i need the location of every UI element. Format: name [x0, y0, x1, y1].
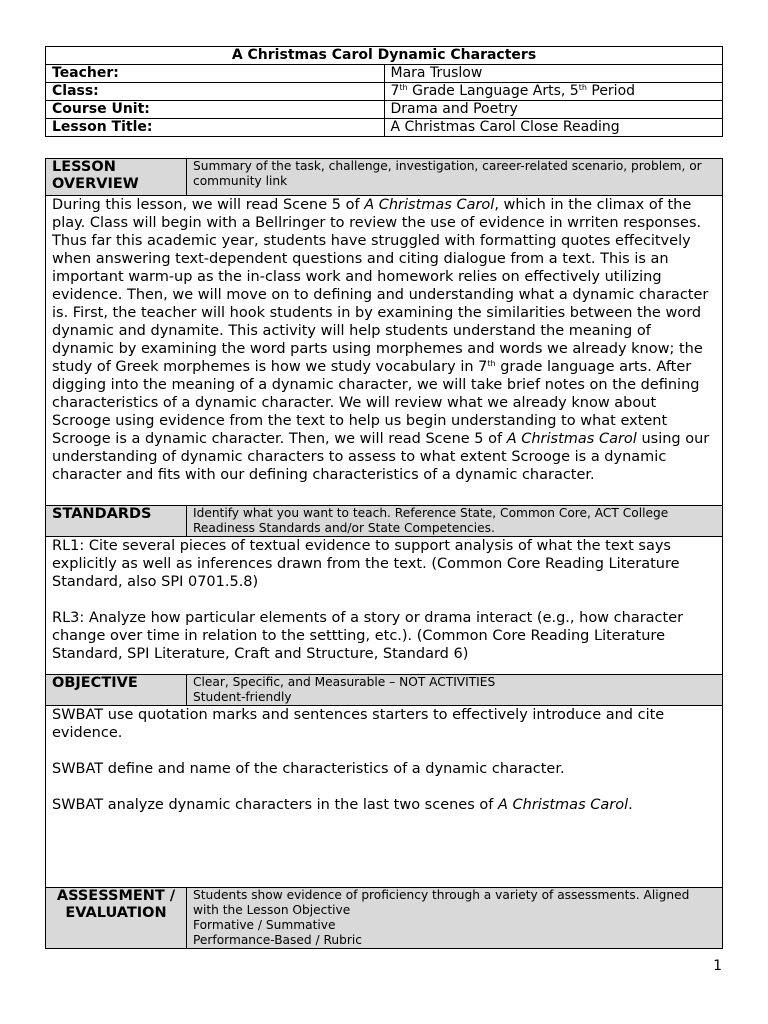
- teacher-label: Teacher:: [46, 65, 385, 83]
- class-label: Class:: [46, 83, 385, 101]
- lesson-title-label: Lesson Title:: [46, 119, 385, 137]
- standard-rl3: RL3: Analyze how particular elements of a story or drama interact (e.g., how character change over time in relation to the settting, etc.). (Common Core Reading Literature Standard, SPI Literature, Craft and Structure, Standard 6): [52, 610, 684, 662]
- class-value: 7th Grade Language Arts, 5th Period: [384, 83, 723, 101]
- objective-item-3: SWBAT analyze dynamic characters in the last two scenes of A Christmas Carol.: [52, 797, 633, 813]
- course-unit-label: Course Unit:: [46, 101, 385, 119]
- objective-label: OBJECTIVE: [46, 675, 187, 706]
- objective-description: Clear, Specific, and Measurable – NOT ACTIVITIES Student-friendly: [187, 675, 723, 706]
- standards-label: STANDARDS: [46, 506, 187, 537]
- objective-item-1: SWBAT use quotation marks and sentences starters to effectively introduce and cite evidence.: [52, 707, 665, 741]
- page-number: 1: [713, 958, 722, 974]
- lesson-overview-label: LESSON OVERVIEW: [46, 159, 187, 196]
- lesson-title-value: A Christmas Carol Close Reading: [384, 119, 723, 137]
- teacher-value: Mara Truslow: [384, 65, 723, 83]
- objective-item-2: SWBAT define and name of the characteristics of a dynamic character.: [52, 761, 565, 777]
- header-table: [45, 46, 723, 137]
- assessment-description: Students show evidence of proficiency through a variety of assessments. Aligned with the Lesson Objective Formative / Summative Performance-Based / Rubric: [187, 888, 723, 949]
- standards-description: Identify what you want to teach. Reference State, Common Core, ACT College Readiness Standards and/or State Competencies.: [187, 506, 723, 537]
- course-unit-value: Drama and Poetry: [384, 101, 723, 119]
- lesson-plan-table: [45, 158, 723, 949]
- assessment-label: ASSESSMENT / EVALUATION: [46, 888, 187, 949]
- lesson-overview-body: During this lesson, we will read Scene 5 of A Christmas Carol, which in the climax of the play. Class will begin with a Bellringer to review the use of evidence in wrriten responses. Thus far this academic year, students have struggled with formatting quotes effecitvely when answering text-dependent questions and citing dialogue from a text. This is an important warm-up as the in-class work and homework relies on effectively utilizing evidence. Then, we will move on to defining and understanding what a dynamic character is. First, the teacher will hook students in by examining the similarities between the word dynamic and dynamite. This activity will help students understand the meaning of dynamic by examining the word parts using morphemes and words we already know; the study of Greek morphemes is how we study vocabulary in 7th grade language arts. After digging into the meaning of a dynamic character, we will take brief notes on the defining characteristics of a dynamic character. We will review what we already know about Scrooge using evidence from the text to help us begin understanding to what extent Scrooge is a dynamic character. Then, we will read Scene 5 of A Christmas Carol using our understanding of dynamic characters to assess to what extent Scrooge is a dynamic character and fits with our defining characteristics of a dynamic character.: [46, 196, 723, 506]
- document-title: A Christmas Carol Dynamic Characters: [46, 47, 723, 65]
- lesson-overview-description: Summary of the task, challenge, investigation, career-related scenario, problem, or community link: [187, 159, 723, 196]
- standard-rl1: RL1: Cite several pieces of textual evidence to support analysis of what the text says explicitly as well as inferences drawn from the text. (Common Core Reading Literature Standard, also SPI 0701.5.8): [52, 538, 680, 590]
- objective-body: [46, 706, 723, 888]
- standards-body: [46, 537, 723, 675]
